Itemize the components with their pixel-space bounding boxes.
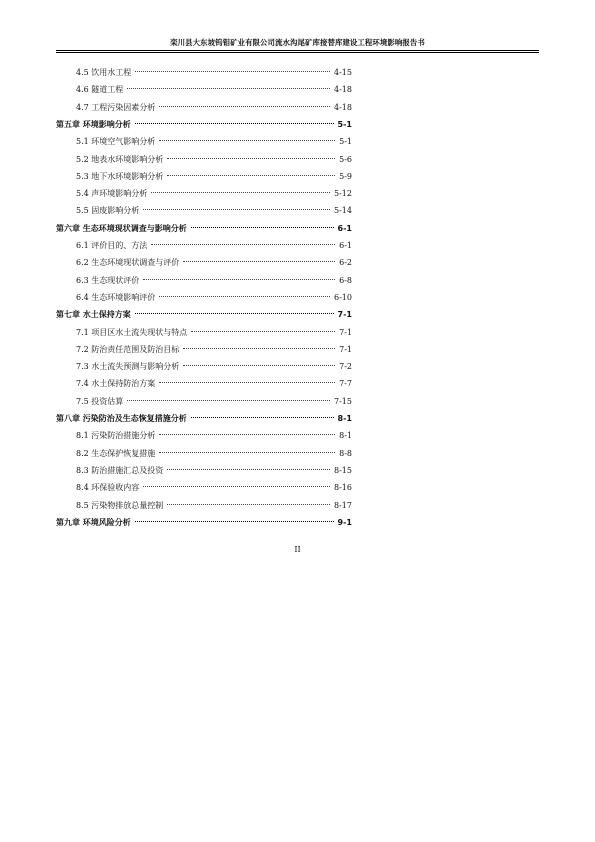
toc-entry-title: 第七章 水土保持方案 xyxy=(56,310,131,320)
toc-entry-title: 8.2 生态保护恢复措施 xyxy=(76,448,156,458)
dot-leader xyxy=(183,348,335,349)
toc-entry-title: 7.3 水土流失预测与影响分析 xyxy=(76,362,180,372)
dot-leader xyxy=(159,452,335,453)
toc-entry-page: 5-6 xyxy=(339,154,352,164)
toc-section-entry[interactable] xyxy=(76,343,352,357)
toc-entry-page: 5-1 xyxy=(339,137,352,147)
toc-entry-page: 7-15 xyxy=(334,396,352,406)
toc-entry-title: 第九章 环境风险分析 xyxy=(56,517,131,527)
toc-entry-page: 5-9 xyxy=(339,171,352,181)
dot-leader xyxy=(191,331,335,332)
toc-entry-page: 4-15 xyxy=(334,68,352,77)
toc-entry-page: 6-8 xyxy=(339,275,352,285)
dot-leader xyxy=(151,244,335,245)
dot-leader xyxy=(135,521,334,522)
toc-entry-title: 4.5 饮用水工程 xyxy=(76,68,132,77)
toc-section-entry[interactable] xyxy=(76,153,352,167)
toc-entry-page: 7-1 xyxy=(339,344,352,354)
toc-entry-title: 4.7 工程污染因素分析 xyxy=(76,102,156,112)
toc-section-entry[interactable] xyxy=(76,135,352,149)
dot-leader xyxy=(159,140,335,141)
toc-entry-page: 5-14 xyxy=(334,206,352,216)
toc-entry-title: 7.5 投资估算 xyxy=(76,396,124,406)
toc-entry-page: 8-16 xyxy=(334,483,352,493)
toc-entry-title: 7.2 防治责任范围及防治目标 xyxy=(76,344,180,354)
toc-section-entry[interactable] xyxy=(76,326,352,340)
dot-leader xyxy=(183,261,335,262)
dot-leader xyxy=(167,175,335,176)
toc-entry-title: 7.1 项目区水土流失现状与特点 xyxy=(76,327,188,337)
dot-leader xyxy=(127,88,330,89)
toc-section-entry[interactable] xyxy=(76,256,352,270)
dot-leader xyxy=(167,158,335,159)
toc-section-entry[interactable] xyxy=(76,481,352,495)
toc-section-entry[interactable] xyxy=(76,360,352,374)
toc-entry-page: 7-1 xyxy=(339,327,352,337)
toc-entry-page: 4-18 xyxy=(334,102,352,112)
toc-entry-page: 7-1 xyxy=(337,310,352,320)
toc-entry-title: 6.2 生态环境现状调查与评价 xyxy=(76,258,180,268)
toc-entry-title: 8.3 防治措施汇总及投资 xyxy=(76,465,164,475)
dot-leader xyxy=(143,209,330,210)
toc-entry-title: 5.4 声环境影响分析 xyxy=(76,189,148,199)
toc-entry-title: 6.3 生态现状评价 xyxy=(76,275,140,285)
toc-entry-page: 5-12 xyxy=(334,189,352,199)
toc-entry-title: 第五章 环境影响分析 xyxy=(56,119,131,129)
toc-entry-title: 第八章 污染防治及生态恢复措施分析 xyxy=(56,414,187,423)
dot-leader xyxy=(191,227,334,228)
toc-entry-page: 8-17 xyxy=(334,500,352,510)
dot-leader xyxy=(135,123,334,124)
toc-section-entry[interactable] xyxy=(76,66,352,80)
toc-entry-title: 4.6 隧道工程 xyxy=(76,85,124,95)
dot-leader xyxy=(135,313,334,314)
dot-leader xyxy=(151,192,330,193)
toc-chapter-entry[interactable] xyxy=(56,412,352,426)
toc-section-entry[interactable] xyxy=(76,83,352,97)
toc-entry-title: 8.5 污染物排放总量控制 xyxy=(76,500,164,510)
toc-entry-title: 8.1 污染防治措施分析 xyxy=(76,431,156,441)
toc-chapter-entry[interactable] xyxy=(56,118,352,132)
dot-leader xyxy=(159,296,330,297)
dot-leader xyxy=(159,106,330,107)
toc-entry-page: 6-10 xyxy=(334,292,352,302)
header-rule-thin xyxy=(56,52,539,53)
toc-entry-page: 8-15 xyxy=(334,465,352,475)
toc-entry-title: 5.1 环境空气影响分析 xyxy=(76,137,156,147)
toc-section-entry[interactable] xyxy=(76,499,352,513)
running-header: 栾川县大东坡钨钼矿业有限公司流水沟尾矿库接替库建设工程环境影响报告书 xyxy=(170,38,425,47)
toc-entry-title: 7.4 水土保持防治方案 xyxy=(76,379,156,389)
toc-entry-page: 6-1 xyxy=(337,223,352,233)
dot-leader xyxy=(143,486,330,487)
toc-section-entry[interactable] xyxy=(76,291,352,305)
toc-entry-page: 6-2 xyxy=(339,258,352,268)
dot-leader xyxy=(167,469,330,470)
dot-leader xyxy=(127,400,330,401)
toc-entry-title: 第六章 生态环境现状调查与影响分析 xyxy=(56,223,187,233)
toc-entry-title: 6.1 评价目的、方法 xyxy=(76,241,148,250)
toc-entry-title: 8.4 环保验收内容 xyxy=(76,483,140,493)
toc-entry-page: 6-1 xyxy=(339,241,352,250)
toc-chapter-entry[interactable] xyxy=(56,308,352,322)
toc-entry-page: 9-1 xyxy=(337,517,352,527)
toc-section-entry[interactable] xyxy=(76,204,352,218)
toc-section-entry[interactable] xyxy=(76,170,352,184)
toc-chapter-entry[interactable] xyxy=(56,516,352,530)
dot-leader xyxy=(143,279,335,280)
toc-entry-title: 5.5 固废影响分析 xyxy=(76,206,140,216)
dot-leader xyxy=(159,434,335,435)
toc-entry-page: 8-1 xyxy=(339,431,352,441)
toc-entry-title: 6.4 生态环境影响评价 xyxy=(76,292,156,302)
toc-section-entry[interactable] xyxy=(76,274,352,288)
toc-section-entry[interactable] xyxy=(76,187,352,201)
toc-chapter-entry[interactable] xyxy=(56,222,352,236)
toc-entry-title: 5.2 地表水环境影响分析 xyxy=(76,154,164,164)
toc-entry-page: 7-7 xyxy=(339,379,352,389)
page-number: II xyxy=(294,545,301,554)
toc-section-entry[interactable] xyxy=(76,377,352,391)
toc-entry-page: 4-18 xyxy=(334,85,352,95)
toc-section-entry[interactable] xyxy=(76,464,352,478)
toc-entry-title: 5.3 地下水环境影响分析 xyxy=(76,171,164,181)
toc-entry-page: 5-1 xyxy=(337,119,352,129)
toc-entry-page: 8-8 xyxy=(339,448,352,458)
dot-leader xyxy=(167,504,330,505)
dot-leader xyxy=(135,71,330,72)
dot-leader xyxy=(191,417,334,418)
dot-leader xyxy=(183,365,335,366)
toc-section-entry[interactable] xyxy=(76,429,352,443)
toc-section-entry[interactable] xyxy=(76,447,352,461)
toc-entry-page: 8-1 xyxy=(337,414,352,423)
toc-section-entry[interactable] xyxy=(76,239,352,253)
header-rule xyxy=(56,50,539,51)
toc-section-entry[interactable] xyxy=(76,395,352,409)
dot-leader xyxy=(159,382,335,383)
toc-section-entry[interactable] xyxy=(76,101,352,115)
toc-entry-page: 7-2 xyxy=(339,362,352,372)
